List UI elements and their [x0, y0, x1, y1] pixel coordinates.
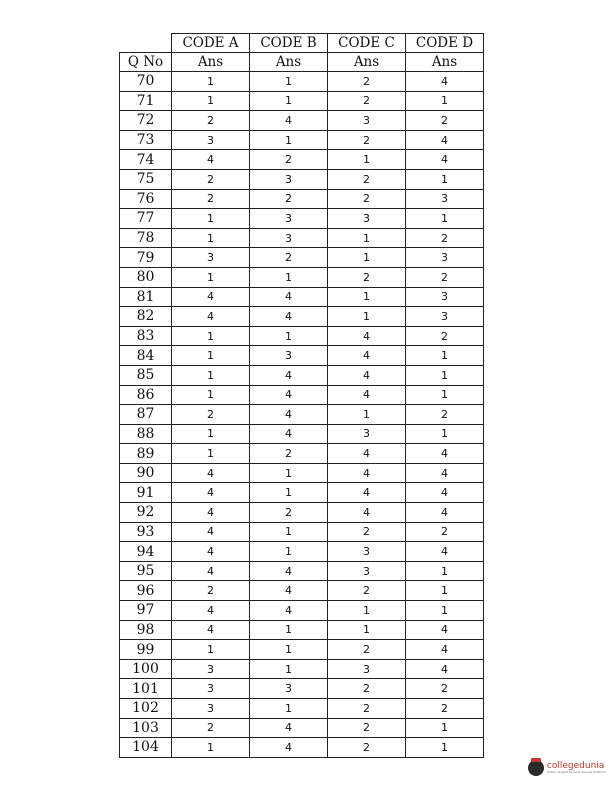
answer-code-d-cell: 4 — [406, 150, 484, 170]
ans-header: Ans — [250, 53, 328, 72]
answer-code-a-cell: 1 — [172, 424, 250, 444]
question-number-cell: 93 — [120, 522, 172, 542]
answer-code-a-cell: 2 — [172, 405, 250, 425]
answer-code-c-cell: 2 — [328, 130, 406, 150]
qno-header: Q No — [120, 53, 172, 72]
answer-code-c-cell: 2 — [328, 738, 406, 758]
table-row — [120, 150, 484, 170]
table-row — [120, 209, 484, 229]
table-row — [120, 405, 484, 425]
answer-code-b-cell: 1 — [250, 130, 328, 150]
question-number-cell: 95 — [120, 561, 172, 581]
answer-code-b-cell: 3 — [250, 209, 328, 229]
table-row — [120, 346, 484, 366]
question-number-cell: 96 — [120, 581, 172, 601]
question-number-cell: 82 — [120, 307, 172, 327]
answer-code-b-cell: 2 — [250, 444, 328, 464]
question-number-cell: 76 — [120, 189, 172, 209]
table-row — [120, 718, 484, 738]
answer-code-b-cell: 4 — [250, 405, 328, 425]
answer-code-a-cell: 4 — [172, 561, 250, 581]
question-number-cell: 86 — [120, 385, 172, 405]
answer-code-d-cell: 4 — [406, 620, 484, 640]
answer-code-a-cell: 3 — [172, 248, 250, 268]
answer-code-a-cell: 1 — [172, 91, 250, 111]
answer-code-a-cell: 1 — [172, 346, 250, 366]
answer-code-a-cell: 1 — [172, 640, 250, 660]
table-row — [120, 659, 484, 679]
question-number-cell: 70 — [120, 72, 172, 92]
table-row — [120, 444, 484, 464]
answer-code-d-cell: 1 — [406, 91, 484, 111]
answer-code-d-cell: 1 — [406, 385, 484, 405]
answer-code-b-cell: 1 — [250, 91, 328, 111]
answer-code-c-cell: 2 — [328, 189, 406, 209]
table-row — [120, 679, 484, 699]
answer-code-d-cell: 1 — [406, 169, 484, 189]
answer-key-table — [119, 33, 484, 758]
answer-code-a-cell: 2 — [172, 718, 250, 738]
question-number-cell: 78 — [120, 228, 172, 248]
answer-code-a-cell: 1 — [172, 228, 250, 248]
question-number-cell: 73 — [120, 130, 172, 150]
answer-code-b-cell: 4 — [250, 385, 328, 405]
table-row — [120, 267, 484, 287]
answer-code-b-cell: 4 — [250, 287, 328, 307]
answer-code-b-cell: 2 — [250, 150, 328, 170]
answer-code-a-cell: 4 — [172, 287, 250, 307]
question-number-cell: 99 — [120, 640, 172, 660]
answer-code-a-cell: 4 — [172, 483, 250, 503]
table-row — [120, 307, 484, 327]
answer-code-c-cell: 2 — [328, 169, 406, 189]
logo-text-block — [547, 762, 606, 774]
question-number-cell: 103 — [120, 718, 172, 738]
answer-code-c-cell: 2 — [328, 72, 406, 92]
answer-code-b-cell: 1 — [250, 267, 328, 287]
answer-code-a-cell: 1 — [172, 365, 250, 385]
answer-code-b-cell: 1 — [250, 483, 328, 503]
answer-code-a-cell: 1 — [172, 444, 250, 464]
answer-code-a-cell: 4 — [172, 620, 250, 640]
answer-code-d-cell: 2 — [406, 522, 484, 542]
table-row — [120, 111, 484, 131]
answer-code-b-cell: 3 — [250, 679, 328, 699]
answer-code-d-cell: 2 — [406, 326, 484, 346]
answer-code-d-cell: 4 — [406, 542, 484, 562]
answer-code-d-cell: 1 — [406, 561, 484, 581]
answer-code-d-cell: 4 — [406, 659, 484, 679]
answer-code-b-cell: 2 — [250, 189, 328, 209]
answer-code-a-cell: 2 — [172, 111, 250, 131]
answer-code-a-cell: 3 — [172, 679, 250, 699]
answer-code-d-cell: 2 — [406, 699, 484, 719]
answer-code-a-cell: 4 — [172, 503, 250, 523]
answer-code-d-cell: 2 — [406, 679, 484, 699]
answer-code-c-cell: 3 — [328, 209, 406, 229]
question-number-cell: 90 — [120, 463, 172, 483]
table-row — [120, 640, 484, 660]
code-c-header: CODE C — [328, 34, 406, 53]
question-number-cell: 88 — [120, 424, 172, 444]
code-b-header: CODE B — [250, 34, 328, 53]
answer-code-d-cell: 1 — [406, 365, 484, 385]
answer-code-c-cell: 3 — [328, 542, 406, 562]
question-number-cell: 100 — [120, 659, 172, 679]
question-number-cell: 102 — [120, 699, 172, 719]
question-number-cell: 79 — [120, 248, 172, 268]
ans-header: Ans — [328, 53, 406, 72]
question-number-cell: 84 — [120, 346, 172, 366]
blank-header-cell — [120, 34, 172, 53]
watermark-logo — [528, 760, 606, 776]
answer-code-d-cell: 1 — [406, 601, 484, 621]
table-row — [120, 189, 484, 209]
answer-code-b-cell: 1 — [250, 659, 328, 679]
answer-code-d-cell: 3 — [406, 287, 484, 307]
question-number-cell: 75 — [120, 169, 172, 189]
answer-code-b-cell: 4 — [250, 581, 328, 601]
table-row — [120, 542, 484, 562]
answer-code-c-cell: 2 — [328, 267, 406, 287]
answer-code-c-cell: 1 — [328, 228, 406, 248]
answer-code-c-cell: 2 — [328, 581, 406, 601]
ans-header: Ans — [172, 53, 250, 72]
answer-code-d-cell: 1 — [406, 738, 484, 758]
answer-code-d-cell: 1 — [406, 581, 484, 601]
question-number-cell: 97 — [120, 601, 172, 621]
question-number-cell: 87 — [120, 405, 172, 425]
answer-code-b-cell: 4 — [250, 424, 328, 444]
table-row — [120, 248, 484, 268]
answer-code-a-cell: 4 — [172, 307, 250, 327]
answer-code-c-cell: 2 — [328, 91, 406, 111]
table-row — [120, 228, 484, 248]
answer-code-a-cell: 4 — [172, 601, 250, 621]
answer-code-a-cell: 1 — [172, 326, 250, 346]
answer-code-a-cell: 4 — [172, 463, 250, 483]
code-d-header: CODE D — [406, 34, 484, 53]
answer-code-a-cell: 4 — [172, 542, 250, 562]
answer-code-b-cell: 4 — [250, 601, 328, 621]
answer-code-c-cell: 1 — [328, 248, 406, 268]
answer-code-a-cell: 2 — [172, 581, 250, 601]
brand-name: collegedunia — [546, 761, 605, 771]
table-row — [120, 424, 484, 444]
answer-code-b-cell: 1 — [250, 640, 328, 660]
table-row — [120, 72, 484, 92]
answer-code-a-cell: 3 — [172, 130, 250, 150]
answer-code-c-cell: 3 — [328, 659, 406, 679]
answer-code-b-cell: 4 — [250, 718, 328, 738]
answer-code-b-cell: 1 — [250, 72, 328, 92]
answer-code-c-cell: 4 — [328, 326, 406, 346]
question-number-cell: 98 — [120, 620, 172, 640]
table-row — [120, 463, 484, 483]
answer-code-c-cell: 4 — [328, 346, 406, 366]
answer-code-b-cell: 1 — [250, 326, 328, 346]
question-number-cell: 81 — [120, 287, 172, 307]
answer-code-a-cell: 1 — [172, 385, 250, 405]
answer-code-b-cell: 3 — [250, 228, 328, 248]
question-number-cell: 92 — [120, 503, 172, 523]
answer-code-a-cell: 2 — [172, 169, 250, 189]
table-row — [120, 483, 484, 503]
answer-code-c-cell: 4 — [328, 503, 406, 523]
answer-code-d-cell: 1 — [406, 209, 484, 229]
answer-code-a-cell: 3 — [172, 699, 250, 719]
answer-code-c-cell: 3 — [328, 561, 406, 581]
answer-code-d-cell: 2 — [406, 111, 484, 131]
answer-code-b-cell: 2 — [250, 248, 328, 268]
answer-code-c-cell: 1 — [328, 601, 406, 621]
answer-code-d-cell: 1 — [406, 346, 484, 366]
table-row — [120, 561, 484, 581]
answer-code-d-cell: 2 — [406, 405, 484, 425]
answer-code-d-cell: 1 — [406, 718, 484, 738]
question-number-cell: 94 — [120, 542, 172, 562]
question-number-cell: 91 — [120, 483, 172, 503]
answer-code-c-cell: 2 — [328, 679, 406, 699]
answer-code-b-cell: 1 — [250, 699, 328, 719]
answer-code-d-cell: 3 — [406, 189, 484, 209]
answer-code-d-cell: 4 — [406, 640, 484, 660]
answer-code-b-cell: 4 — [250, 111, 328, 131]
answer-code-b-cell: 1 — [250, 542, 328, 562]
answer-rows — [120, 72, 484, 758]
ans-header: Ans — [406, 53, 484, 72]
answer-code-c-cell: 2 — [328, 522, 406, 542]
answer-code-a-cell: 4 — [172, 150, 250, 170]
table-row — [120, 287, 484, 307]
question-number-cell: 85 — [120, 365, 172, 385]
answer-code-b-cell: 1 — [250, 463, 328, 483]
answer-code-b-cell: 1 — [250, 522, 328, 542]
table-row — [120, 326, 484, 346]
answer-code-d-cell: 4 — [406, 130, 484, 150]
answer-code-d-cell: 1 — [406, 424, 484, 444]
answer-code-d-cell: 2 — [406, 228, 484, 248]
table-row — [120, 522, 484, 542]
graduation-cap-logo-icon — [528, 760, 544, 776]
question-number-cell: 80 — [120, 267, 172, 287]
answer-code-d-cell: 4 — [406, 444, 484, 464]
answer-code-b-cell: 4 — [250, 365, 328, 385]
answer-code-c-cell: 2 — [328, 699, 406, 719]
table-row — [120, 169, 484, 189]
code-a-header: CODE A — [172, 34, 250, 53]
answer-code-c-cell: 1 — [328, 405, 406, 425]
question-number-cell: 74 — [120, 150, 172, 170]
question-number-cell: 101 — [120, 679, 172, 699]
answer-code-b-cell: 3 — [250, 169, 328, 189]
table-row — [120, 365, 484, 385]
answer-code-d-cell: 4 — [406, 463, 484, 483]
answer-code-b-cell: 3 — [250, 346, 328, 366]
answer-code-c-cell: 4 — [328, 444, 406, 464]
answer-code-c-cell: 1 — [328, 150, 406, 170]
answer-code-d-cell: 3 — [406, 248, 484, 268]
answer-code-a-cell: 4 — [172, 522, 250, 542]
answer-code-d-cell: 4 — [406, 483, 484, 503]
question-number-cell: 71 — [120, 91, 172, 111]
answer-code-c-cell: 4 — [328, 483, 406, 503]
answer-code-a-cell: 1 — [172, 267, 250, 287]
table-row — [120, 581, 484, 601]
answer-code-a-cell: 1 — [172, 738, 250, 758]
answer-code-b-cell: 4 — [250, 561, 328, 581]
answer-code-c-cell: 3 — [328, 111, 406, 131]
answer-code-a-cell: 1 — [172, 72, 250, 92]
question-number-cell: 89 — [120, 444, 172, 464]
answer-code-b-cell: 4 — [250, 738, 328, 758]
question-number-cell: 104 — [120, 738, 172, 758]
table-row — [120, 503, 484, 523]
answer-code-c-cell: 4 — [328, 463, 406, 483]
answer-code-b-cell: 4 — [250, 307, 328, 327]
answer-code-c-cell: 2 — [328, 718, 406, 738]
answer-code-a-cell: 3 — [172, 659, 250, 679]
brand-tagline: India's largest Student Review Platform — [546, 770, 606, 774]
answer-code-b-cell: 2 — [250, 503, 328, 523]
answer-code-c-cell: 3 — [328, 424, 406, 444]
table-row — [120, 91, 484, 111]
answer-code-c-cell: 1 — [328, 307, 406, 327]
question-number-cell: 83 — [120, 326, 172, 346]
table-row — [120, 385, 484, 405]
answer-code-c-cell: 4 — [328, 385, 406, 405]
question-number-cell: 72 — [120, 111, 172, 131]
table-row — [120, 738, 484, 758]
answer-code-d-cell: 4 — [406, 72, 484, 92]
answer-code-c-cell: 4 — [328, 365, 406, 385]
table-row — [120, 620, 484, 640]
answer-code-c-cell: 1 — [328, 287, 406, 307]
table-row — [120, 699, 484, 719]
table-row — [120, 601, 484, 621]
answer-code-b-cell: 1 — [250, 620, 328, 640]
answer-code-d-cell: 3 — [406, 307, 484, 327]
question-number-cell: 77 — [120, 209, 172, 229]
answer-code-c-cell: 1 — [328, 620, 406, 640]
code-header-row — [120, 34, 484, 53]
ans-header-row — [120, 53, 484, 72]
answer-code-c-cell: 2 — [328, 640, 406, 660]
answer-code-d-cell: 2 — [406, 267, 484, 287]
answer-code-a-cell: 2 — [172, 189, 250, 209]
answer-code-a-cell: 1 — [172, 209, 250, 229]
answer-code-d-cell: 4 — [406, 503, 484, 523]
table-row — [120, 130, 484, 150]
